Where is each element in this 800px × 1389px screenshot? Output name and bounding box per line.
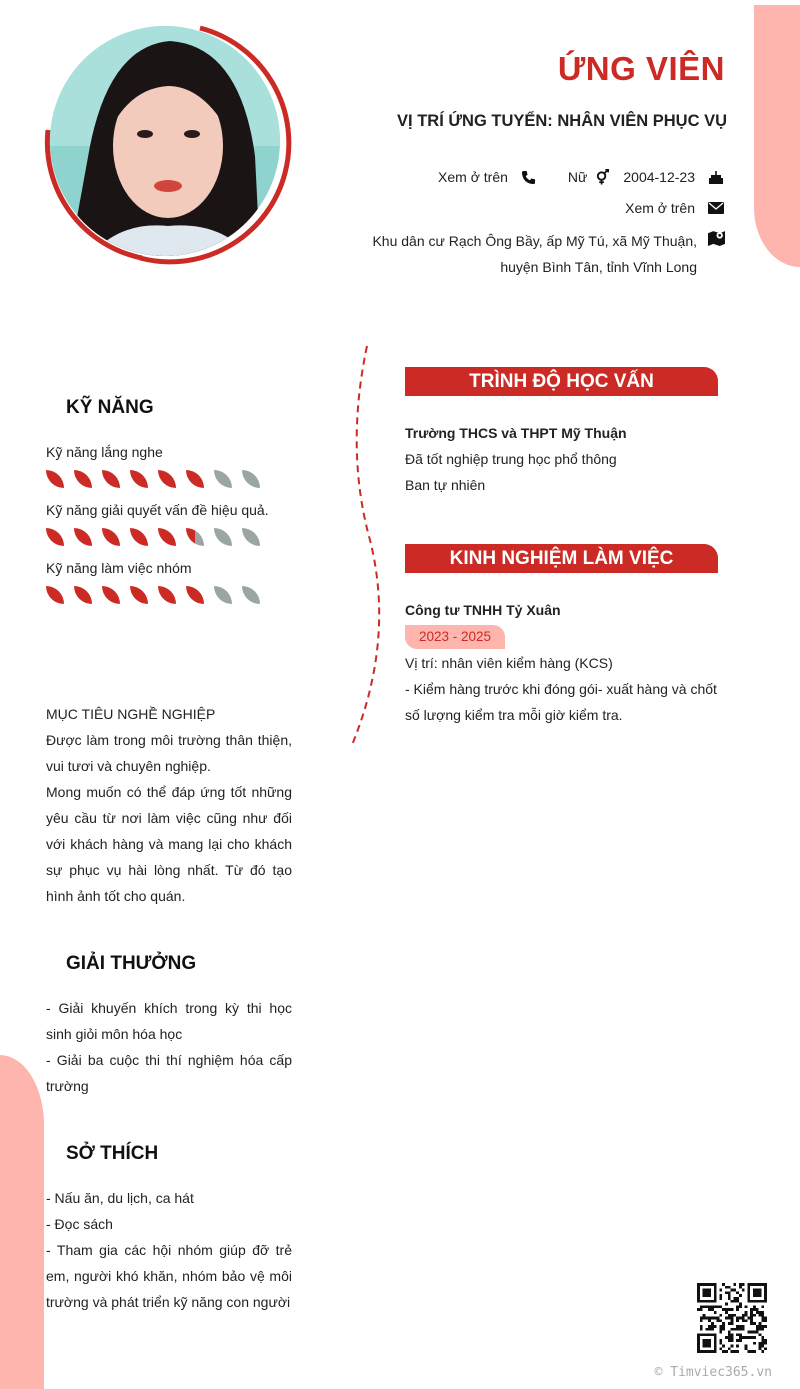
address-text: Khu dân cư Rạch Ông Bầy, ấp Mỹ Tú, xã Mỹ Thuận, huyện Bình Tân, tỉnh Vĩnh Long [372, 233, 697, 275]
decor-corner-top-right [754, 5, 800, 267]
skill-leaf [242, 470, 260, 488]
education-line: Ban tự nhiên [405, 477, 486, 493]
skill-name: Kỹ năng lắng nghe [46, 444, 163, 460]
skill-leaf [186, 470, 204, 488]
experience-line: Vị trí: nhân viên kiểm hàng (KCS) [405, 655, 613, 671]
experience-years-badge: 2023 - 2025 [405, 625, 505, 649]
job-position: VỊ TRÍ ỨNG TUYỂN: NHÂN VIÊN PHỤC VỤ [397, 112, 727, 130]
skill-leaf [214, 586, 232, 604]
qr-code [697, 1283, 767, 1353]
skill-leaf [102, 470, 120, 488]
skill-leaf [186, 586, 204, 604]
skill-name: Kỹ năng làm việc nhóm [46, 560, 192, 576]
skill-leaf [158, 528, 176, 546]
contact-row-1 [438, 168, 725, 186]
hobbies-section [46, 1185, 292, 1315]
skill-leaf [46, 586, 64, 604]
skill-leaf [130, 470, 148, 488]
skill-rating [46, 528, 260, 546]
skill-name: Kỹ năng giải quyết vấn đề hiệu quả. [46, 502, 269, 518]
hobby-line: - Nấu ăn, du lịch, ca hát [46, 1190, 194, 1206]
gender-text: Nữ [567, 169, 588, 185]
objective-title: MỤC TIÊU NGHỀ NGHIỆP [46, 706, 216, 722]
avatar [50, 26, 280, 256]
experience-line: - Kiểm hàng trước khi đóng gói- xuất hàng và chốt số lượng kiểm tra mỗi giờ kiểm tra. [405, 681, 717, 723]
birthday-cake-icon [707, 168, 725, 186]
awards-title: GIẢI THƯỞNG [66, 953, 197, 974]
award-line: - Giải ba cuộc thi thí nghiệm hóa cấp trường [46, 1052, 292, 1094]
skill-leaf [242, 528, 260, 546]
objective-line: Được làm trong môi trường thân thiện, vui tươi và chuyên nghiệp. [46, 732, 292, 774]
skill-leaf [46, 470, 64, 488]
contact-row-2 [625, 199, 725, 217]
dashed-divider [340, 340, 400, 755]
school-name: Trường THCS và THPT Mỹ Thuận [405, 425, 627, 441]
candidate-name: ỨNG VIÊN [557, 50, 725, 87]
decor-corner-bottom-left [0, 1055, 44, 1389]
birthday-text: 2004-12-23 [623, 169, 695, 185]
education-section [405, 420, 725, 498]
footer-copyright: © Timviec365.vn [654, 1365, 772, 1380]
hobby-line: - Tham gia các hội nhóm giúp đỡ trẻ em, người khó khăn, nhóm bảo vệ môi trường và phát triển kỹ năng con người [46, 1242, 292, 1310]
skill-leaf [214, 470, 232, 488]
skill-leaf [74, 586, 92, 604]
education-title: TRÌNH ĐỘ HỌC VẤN [405, 367, 718, 396]
envelope-icon [707, 199, 725, 217]
hobby-line: - Đọc sách [46, 1216, 113, 1232]
award-line: - Giải khuyến khích trong kỳ thi học sinh giỏi môn hóa học [46, 1000, 292, 1042]
skill-leaf [158, 470, 176, 488]
map-icon [708, 229, 726, 247]
skill-leaf [74, 528, 92, 546]
gender-icon [593, 168, 611, 186]
phone-icon [520, 168, 538, 186]
education-line: Đã tốt nghiệp trung học phổ thông [405, 451, 617, 467]
skill-leaf [214, 528, 232, 546]
hobbies-title: SỞ THÍCH [66, 1143, 159, 1164]
skill-leaf [158, 586, 176, 604]
skill-leaf [186, 528, 204, 546]
email-text: Xem ở trên [625, 200, 695, 216]
skill-leaf [74, 470, 92, 488]
skills-title: KỸ NĂNG [66, 397, 154, 418]
phone-text: Xem ở trên [438, 169, 508, 185]
experience-section [405, 597, 723, 728]
skill-leaf [46, 528, 64, 546]
awards-section [46, 995, 292, 1099]
experience-title: KINH NGHIỆM LÀM VIỆC [405, 544, 718, 573]
objective-section [46, 701, 292, 909]
company-name: Công tư TNHH Tỷ Xuân [405, 602, 561, 618]
skill-leaf [102, 586, 120, 604]
skill-leaf [130, 528, 148, 546]
objective-line: Mong muốn có thể đáp ứng tốt những yêu cầu từ nơi làm việc cũng như đối với khách hàng và mang lại cho khách sự phục vụ hài lòng nhất. Từ đó tạo hình ảnh tốt cho quán. [46, 784, 292, 904]
skill-leaf [130, 586, 148, 604]
skill-leaf [242, 586, 260, 604]
skill-rating [46, 586, 260, 604]
skill-leaf [102, 528, 120, 546]
skill-rating [46, 470, 260, 488]
